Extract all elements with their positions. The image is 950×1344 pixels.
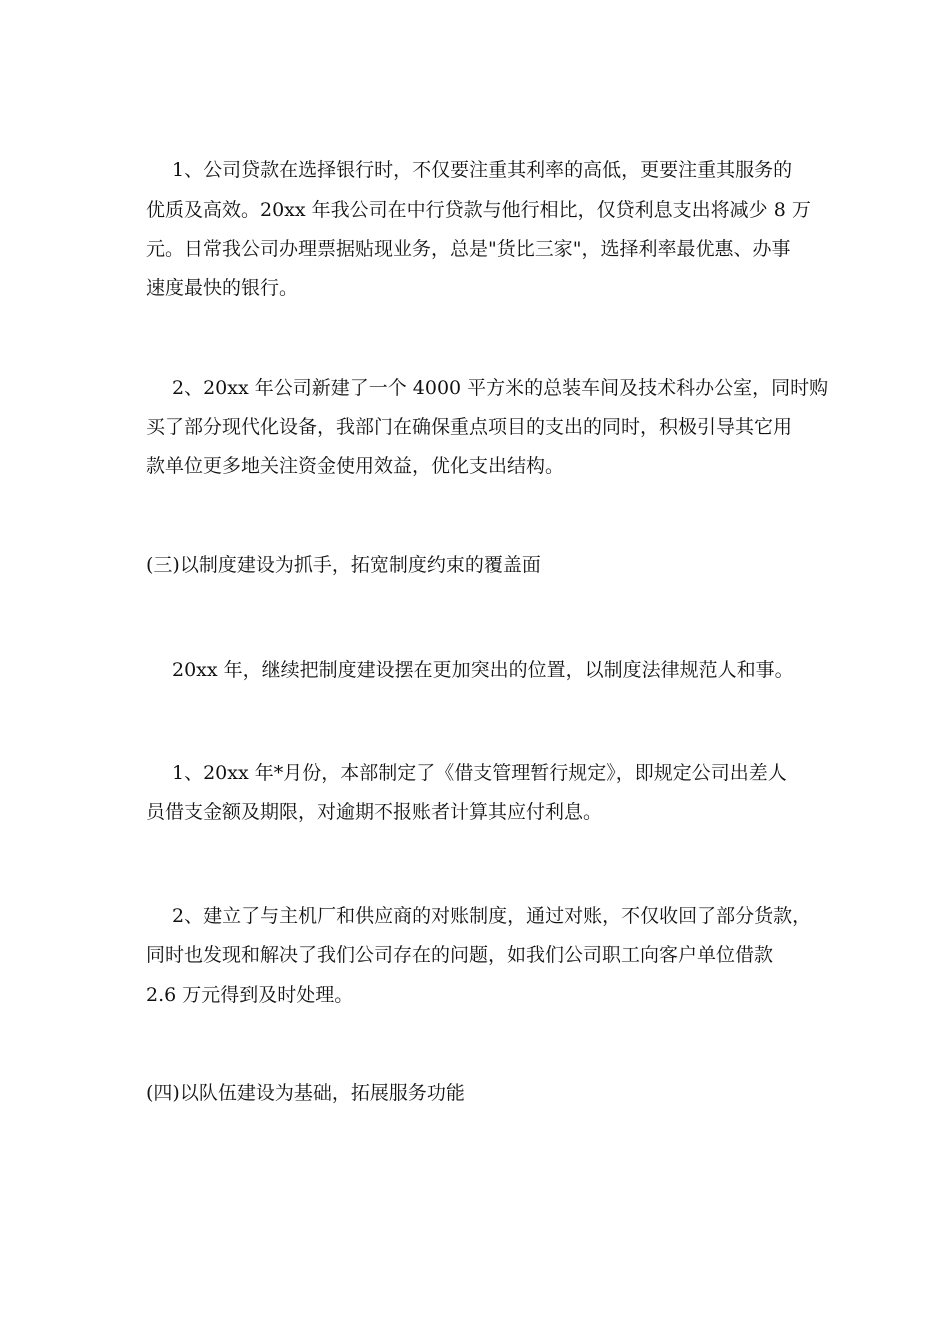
paragraph-1-line-3: 元。日常我公司办理票据贴现业务，总是"货比三家"，选择利率最优惠、办事 xyxy=(146,238,791,260)
paragraph-2-line-3: 款单位更多地关注资金使用效益，优化支出结构。 xyxy=(146,455,565,477)
paragraph-4-line-1: 1、20xx 年*月份，本部制定了《借支管理暂行规定》，即规定公司出差人 xyxy=(172,762,787,784)
paragraph-1-line-4: 速度最快的银行。 xyxy=(146,277,299,299)
paragraph-4-line-2: 员借支金额及期限，对逾期不报账者计算其应付利息。 xyxy=(146,801,603,823)
paragraph-5-line-2: 同时也发现和解决了我们公司存在的问题，如我们公司职工向客户单位借款 xyxy=(146,944,774,966)
paragraph-1-line-2: 优质及高效。20xx 年我公司在中行贷款与他行相比，仅贷利息支出将减少 8 万 xyxy=(146,199,811,221)
section-heading-4: (四)以队伍建设为基础，拓展服务功能 xyxy=(146,1082,465,1104)
paragraph-5-line-1: 2、建立了与主机厂和供应商的对账制度，通过对账，不仅收回了部分货款， xyxy=(172,905,812,927)
section-heading-3: (三)以制度建设为抓手，拓宽制度约束的覆盖面 xyxy=(146,554,541,576)
paragraph-1-line-1: 1、公司贷款在选择银行时，不仅要注重其利率的高低，更要注重其服务的 xyxy=(172,159,793,181)
paragraph-5-line-3: 2.6 万元得到及时处理。 xyxy=(146,984,354,1006)
paragraph-2-line-2: 买了部分现代化设备，我部门在确保重点项目的支出的同时，积极引导其它用 xyxy=(146,416,793,438)
paragraph-2-line-1: 2、20xx 年公司新建了一个 4000 平方米的总装车间及技术科办公室，同时购 xyxy=(172,377,829,399)
paragraph-3-line-1: 20xx 年，继续把制度建设摆在更加突出的位置，以制度法律规范人和事。 xyxy=(172,659,794,681)
